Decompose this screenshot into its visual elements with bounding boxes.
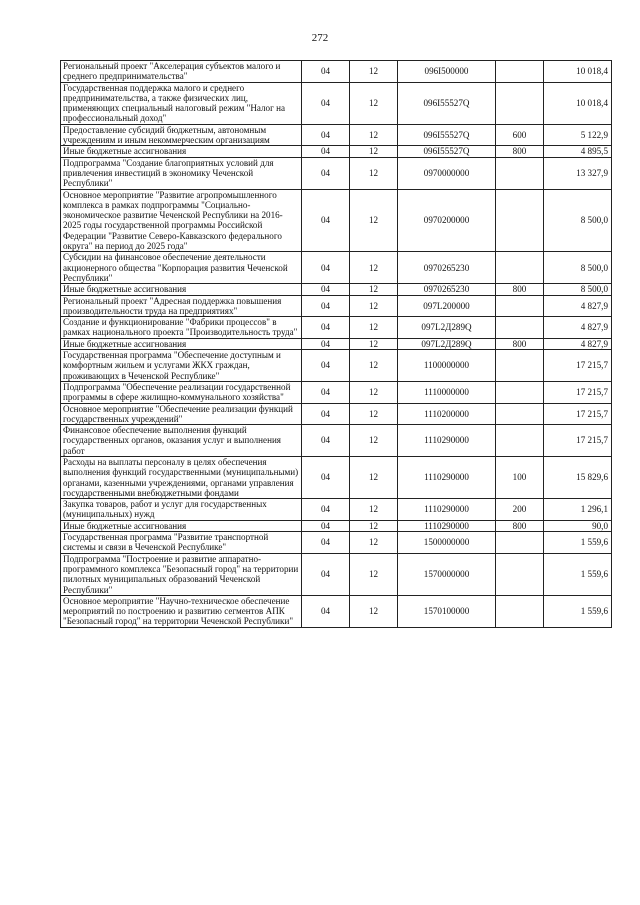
row-expense-type	[496, 317, 544, 339]
row-amount: 1 559,6	[544, 532, 612, 554]
row-expense-type	[496, 189, 544, 252]
row-target-code: 0970200000	[398, 189, 496, 252]
row-name: Основное мероприятие "Научно-техническое обеспечение мероприятий по построению и развитию сегментов АПК "Безопасный город" на территории Чеченской Республики"	[61, 595, 302, 627]
row-section: 04	[302, 124, 350, 146]
row-amount: 1 296,1	[544, 499, 612, 521]
row-subsection: 12	[350, 403, 398, 425]
row-amount: 5 122,9	[544, 124, 612, 146]
row-name: Региональный проект "Адресная поддержка повышения производительности труда на предприятиях"	[61, 295, 302, 317]
row-amount: 90,0	[544, 520, 612, 531]
table-row	[61, 252, 612, 284]
row-target-code: 097L200000	[398, 295, 496, 317]
row-name: Иные бюджетные ассигнования	[61, 338, 302, 349]
row-name: Подпрограмма "Построение и развитие аппаратно-программного комплекса "Безопасный город" на территории пилотных муниципальных образований Чеченской Республики"	[61, 553, 302, 595]
row-target-code: 1570000000	[398, 553, 496, 595]
row-subsection: 12	[350, 317, 398, 339]
row-section: 04	[302, 520, 350, 531]
row-expense-type	[496, 553, 544, 595]
row-expense-type: 100	[496, 456, 544, 498]
row-subsection: 12	[350, 595, 398, 627]
row-target-code: 1110290000	[398, 425, 496, 457]
table-row	[61, 403, 612, 425]
row-name: Основное мероприятие "Развитие агропромышленного комплекса в рамках подпрограммы "Социально-экономическое развитие Чеченской Республики на 2016-2025 годы государственной программы Российской Федерации "Развитие Северо-Кавказского федерального округа" на период до 2025 года"	[61, 189, 302, 252]
row-target-code: 1570100000	[398, 595, 496, 627]
row-amount: 17 215,7	[544, 350, 612, 382]
row-section: 04	[302, 499, 350, 521]
row-section: 04	[302, 532, 350, 554]
row-amount: 13 327,9	[544, 157, 612, 189]
table-row	[61, 189, 612, 252]
row-subsection: 12	[350, 284, 398, 295]
row-target-code: 1110290000	[398, 499, 496, 521]
table-row	[61, 425, 612, 457]
row-section: 04	[302, 350, 350, 382]
table-row	[61, 284, 612, 295]
row-subsection: 12	[350, 338, 398, 349]
row-target-code: 097L2Д289Q	[398, 338, 496, 349]
row-name: Государственная программа "Развитие транспортной системы и связи в Чеченской Республике"	[61, 532, 302, 554]
table-row	[61, 350, 612, 382]
row-section: 04	[302, 403, 350, 425]
row-expense-type	[496, 532, 544, 554]
table-row	[61, 553, 612, 595]
row-section: 04	[302, 317, 350, 339]
row-section: 04	[302, 146, 350, 157]
row-subsection: 12	[350, 553, 398, 595]
row-target-code: 097L2Д289Q	[398, 317, 496, 339]
row-name: Закупка товаров, работ и услуг для государственных (муниципальных) нужд	[61, 499, 302, 521]
row-section: 04	[302, 82, 350, 124]
row-subsection: 12	[350, 82, 398, 124]
row-target-code: 0970265230	[398, 252, 496, 284]
row-expense-type	[496, 425, 544, 457]
row-amount: 10 018,4	[544, 61, 612, 83]
row-subsection: 12	[350, 456, 398, 498]
table-row	[61, 146, 612, 157]
row-name: Иные бюджетные ассигнования	[61, 284, 302, 295]
row-amount: 17 215,7	[544, 425, 612, 457]
table-row	[61, 82, 612, 124]
row-target-code: 096I55527Q	[398, 146, 496, 157]
row-expense-type	[496, 252, 544, 284]
row-subsection: 12	[350, 189, 398, 252]
row-section: 04	[302, 252, 350, 284]
row-expense-type	[496, 295, 544, 317]
table-row	[61, 338, 612, 349]
row-amount: 10 018,4	[544, 82, 612, 124]
row-amount: 15 829,6	[544, 456, 612, 498]
row-name: Государственная программа "Обеспечение доступным и комфортным жильем и услугами ЖКХ граждан, проживающих в Чеченской Республике"	[61, 350, 302, 382]
row-subsection: 12	[350, 61, 398, 83]
row-section: 04	[302, 61, 350, 83]
row-target-code: 0970000000	[398, 157, 496, 189]
row-name: Финансовое обеспечение выполнения функций государственных органов, оказания услуг и выполнения работ	[61, 425, 302, 457]
row-expense-type	[496, 157, 544, 189]
row-name: Подпрограмма "Обеспечение реализации государственной программы в сфере жилищно-коммунального хозяйства"	[61, 381, 302, 403]
row-name: Предоставление субсидий бюджетным, автономным учреждениям и иным некоммерческим организациям	[61, 124, 302, 146]
table-row	[61, 456, 612, 498]
row-name: Региональный проект "Акселерация субъектов малого и среднего предпринимательства"	[61, 61, 302, 83]
table-row	[61, 157, 612, 189]
row-subsection: 12	[350, 350, 398, 382]
row-expense-type	[496, 595, 544, 627]
row-subsection: 12	[350, 295, 398, 317]
row-name: Субсидии на финансовое обеспечение деятельности акционерного общества "Корпорация развития Чеченской Республики"	[61, 252, 302, 284]
row-expense-type: 200	[496, 499, 544, 521]
table-row	[61, 124, 612, 146]
row-name: Иные бюджетные ассигнования	[61, 520, 302, 531]
row-amount: 1 559,6	[544, 553, 612, 595]
row-target-code: 1110200000	[398, 403, 496, 425]
row-amount: 8 500,0	[544, 252, 612, 284]
row-target-code: 096I55527Q	[398, 124, 496, 146]
row-name: Подпрограмма "Создание благоприятных условий для привлечения инвестиций в экономику Чеченской Республики"	[61, 157, 302, 189]
row-section: 04	[302, 295, 350, 317]
row-section: 04	[302, 338, 350, 349]
page-number: 272	[311, 32, 329, 44]
table-row	[61, 295, 612, 317]
row-expense-type	[496, 350, 544, 382]
row-expense-type	[496, 381, 544, 403]
row-name: Создание и функционирование "Фабрики процессов" в рамках национального проекта "Производительность труда"	[61, 317, 302, 339]
row-name: Расходы на выплаты персоналу в целях обеспечения выполнения функций государственными (муниципальными) органами, казенными учреждениями, органами управления государственными внебюджетными фондами	[61, 456, 302, 498]
row-subsection: 12	[350, 381, 398, 403]
table-row	[61, 532, 612, 554]
row-target-code: 1110000000	[398, 381, 496, 403]
row-target-code: 0970265230	[398, 284, 496, 295]
row-expense-type	[496, 82, 544, 124]
table-row	[61, 317, 612, 339]
row-target-code: 1110290000	[398, 520, 496, 531]
row-name: Государственная поддержка малого и среднего предпринимательства, а также физических лиц, применяющих специальный налоговый режим "Налог на профессиональный доход"	[61, 82, 302, 124]
row-target-code: 1100000000	[398, 350, 496, 382]
row-section: 04	[302, 425, 350, 457]
row-expense-type	[496, 61, 544, 83]
row-section: 04	[302, 189, 350, 252]
row-target-code: 096I55527Q	[398, 82, 496, 124]
row-amount: 8 500,0	[544, 284, 612, 295]
row-amount: 4 827,9	[544, 317, 612, 339]
table-row	[61, 520, 612, 531]
row-expense-type: 800	[496, 338, 544, 349]
row-subsection: 12	[350, 157, 398, 189]
row-section: 04	[302, 284, 350, 295]
row-amount: 4 827,9	[544, 295, 612, 317]
table-row	[61, 595, 612, 627]
table-row	[61, 381, 612, 403]
row-expense-type: 800	[496, 284, 544, 295]
row-amount: 17 215,7	[544, 403, 612, 425]
row-section: 04	[302, 553, 350, 595]
row-expense-type: 600	[496, 124, 544, 146]
row-expense-type: 800	[496, 520, 544, 531]
row-section: 04	[302, 595, 350, 627]
budget-table	[60, 60, 612, 628]
row-expense-type	[496, 403, 544, 425]
row-section: 04	[302, 157, 350, 189]
table-row	[61, 499, 612, 521]
row-section: 04	[302, 381, 350, 403]
row-expense-type: 800	[496, 146, 544, 157]
row-amount: 4 827,9	[544, 338, 612, 349]
row-subsection: 12	[350, 520, 398, 531]
row-subsection: 12	[350, 532, 398, 554]
row-amount: 8 500,0	[544, 189, 612, 252]
row-target-code: 096I500000	[398, 61, 496, 83]
row-amount: 1 559,6	[544, 595, 612, 627]
row-name: Основное мероприятие "Обеспечение реализации функций государственных учреждений"	[61, 403, 302, 425]
row-target-code: 1110290000	[398, 456, 496, 498]
table-row	[61, 61, 612, 83]
row-amount: 4 895,5	[544, 146, 612, 157]
row-subsection: 12	[350, 499, 398, 521]
row-subsection: 12	[350, 146, 398, 157]
row-target-code: 1500000000	[398, 532, 496, 554]
row-subsection: 12	[350, 252, 398, 284]
row-subsection: 12	[350, 425, 398, 457]
row-subsection: 12	[350, 124, 398, 146]
row-amount: 17 215,7	[544, 381, 612, 403]
row-section: 04	[302, 456, 350, 498]
row-name: Иные бюджетные ассигнования	[61, 146, 302, 157]
